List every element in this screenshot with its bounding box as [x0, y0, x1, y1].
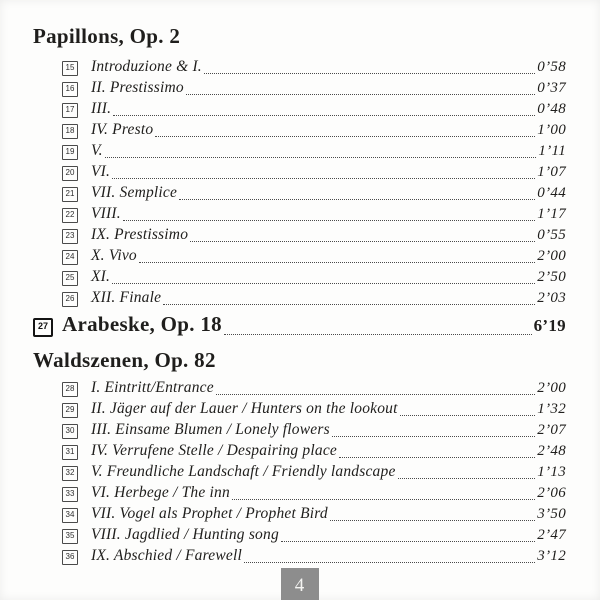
track-duration: 3’12: [537, 548, 566, 564]
track-row: [33, 379, 566, 400]
track-number-badge: 25: [62, 271, 78, 286]
dotted-leader: [123, 220, 535, 221]
track-row: [33, 463, 566, 484]
track-number-badge: 23: [62, 229, 78, 244]
track-number-badge: 18: [62, 124, 78, 139]
track-row: [33, 268, 566, 289]
page-number: 4: [294, 575, 305, 596]
track-number-badge: 21: [62, 187, 78, 202]
track-title: IV. Presto: [91, 121, 154, 138]
track-duration: 2’00: [537, 380, 566, 396]
dotted-leader: [224, 334, 532, 335]
dotted-leader: [105, 157, 537, 158]
track-row: [33, 547, 566, 568]
track-title: VII. Semplice: [91, 184, 178, 201]
dotted-leader: [139, 262, 535, 263]
track-row: [33, 505, 566, 526]
track-title: IX. Abschied / Farewell: [91, 547, 242, 564]
track-title: II. Prestissimo: [91, 79, 184, 96]
track-row: [33, 442, 566, 463]
track-title: V. Freundliche Landschaft / Friendly landscape: [91, 463, 396, 480]
track-list: [33, 22, 566, 568]
track-duration: 2’06: [537, 485, 566, 501]
track-title: II. Jäger auf der Lauer / Hunters on the lookout: [91, 400, 398, 417]
track-number-badge: 31: [62, 445, 78, 460]
track-title: X. Vivo: [91, 247, 137, 264]
track-duration: 1’32: [537, 401, 566, 417]
track-number-badge: 19: [62, 145, 78, 160]
track-number-badge: 33: [62, 487, 78, 502]
track-duration: 6’19: [533, 316, 566, 335]
track-number-badge: 29: [62, 403, 78, 418]
track-duration: 1’13: [537, 464, 566, 480]
track-duration: 0’55: [537, 227, 566, 243]
track-row: [33, 100, 566, 121]
track-duration: 2’00: [537, 248, 566, 264]
track-title: V.: [91, 142, 103, 159]
dotted-leader: [216, 394, 535, 395]
page-number-box: [281, 568, 319, 600]
track-number-badge: 27: [33, 318, 53, 337]
track-title: VI. Herbege / The inn: [91, 484, 230, 501]
dotted-leader: [113, 115, 535, 116]
track-duration: 2’48: [537, 443, 566, 459]
dotted-leader: [204, 73, 535, 74]
track-row: [33, 205, 566, 226]
track-row: [33, 421, 566, 442]
track-number-badge: 20: [62, 166, 78, 181]
dotted-leader: [398, 478, 536, 479]
track-title: VIII.: [91, 205, 121, 222]
track-title: VI.: [91, 163, 111, 180]
track-row: [33, 163, 566, 184]
track-row: [33, 526, 566, 547]
dotted-leader: [112, 178, 535, 179]
track-number-badge: 34: [62, 508, 78, 523]
page-footer: [33, 568, 566, 600]
dotted-leader: [155, 136, 535, 137]
dotted-leader: [339, 457, 535, 458]
track-row: [33, 289, 566, 310]
track-row: [33, 142, 566, 163]
dotted-leader: [332, 436, 535, 437]
track-duration: 2’50: [537, 269, 566, 285]
track-number-badge: 17: [62, 103, 78, 118]
track-row: [33, 79, 566, 100]
track-title: III.: [91, 100, 112, 117]
track-duration: 2’03: [537, 290, 566, 306]
track-number-badge: 24: [62, 250, 78, 265]
track-duration: 2’47: [537, 527, 566, 543]
track-number-badge: 22: [62, 208, 78, 223]
track-title: IX. Prestissimo: [91, 226, 189, 243]
dotted-leader: [232, 499, 535, 500]
track-duration: 0’44: [537, 185, 566, 201]
track-duration: 1’00: [537, 122, 566, 138]
dotted-leader: [112, 283, 535, 284]
dotted-leader: [281, 541, 535, 542]
dotted-leader: [186, 94, 535, 95]
track-duration: 1’11: [538, 143, 566, 159]
track-duration: 0’37: [537, 80, 566, 96]
track-title: XII. Finale: [91, 289, 162, 306]
track-number-badge: 35: [62, 529, 78, 544]
track-row: [33, 121, 566, 142]
track-title: Arabeske, Op. 18: [62, 312, 222, 336]
track-duration: 3’50: [537, 506, 566, 522]
track-number-badge: 36: [62, 550, 78, 565]
track-row: [33, 226, 566, 247]
dotted-leader: [244, 562, 535, 563]
track-row: [33, 247, 566, 268]
track-row: [33, 58, 566, 79]
dotted-leader: [190, 241, 535, 242]
track-number-badge: 32: [62, 466, 78, 481]
dotted-leader: [330, 520, 535, 521]
dotted-leader: [400, 415, 536, 416]
track-title: III. Einsame Blumen / Lonely flowers: [91, 421, 330, 438]
track-duration: 1’17: [537, 206, 566, 222]
section-heading: Papillons, Op. 2: [33, 24, 181, 48]
dotted-leader: [163, 304, 535, 305]
track-number-badge: 28: [62, 382, 78, 397]
dotted-leader: [179, 199, 535, 200]
track-row: [33, 484, 566, 505]
track-duration: 0’48: [537, 101, 566, 117]
track-number-badge: 26: [62, 292, 78, 307]
track-number-badge: 16: [62, 82, 78, 97]
track-title: I. Eintritt/Entrance: [91, 379, 214, 396]
track-number-badge: 30: [62, 424, 78, 439]
track-row: [33, 400, 566, 421]
track-duration: 0’58: [537, 59, 566, 75]
opus-track-row: [33, 312, 566, 342]
track-row: [33, 184, 566, 205]
track-number-badge: 15: [62, 61, 78, 76]
track-title: Introduzione & I.: [91, 58, 202, 75]
section-heading: Waldszenen, Op. 82: [33, 348, 216, 372]
track-title: VIII. Jagdlied / Hunting song: [91, 526, 279, 543]
track-title: XI.: [91, 268, 111, 285]
track-duration: 1’07: [537, 164, 566, 180]
track-title: VII. Vogel als Prophet / Prophet Bird: [91, 505, 328, 522]
track-title: IV. Verrufene Stelle / Despairing place: [91, 442, 337, 459]
track-duration: 2’07: [537, 422, 566, 438]
